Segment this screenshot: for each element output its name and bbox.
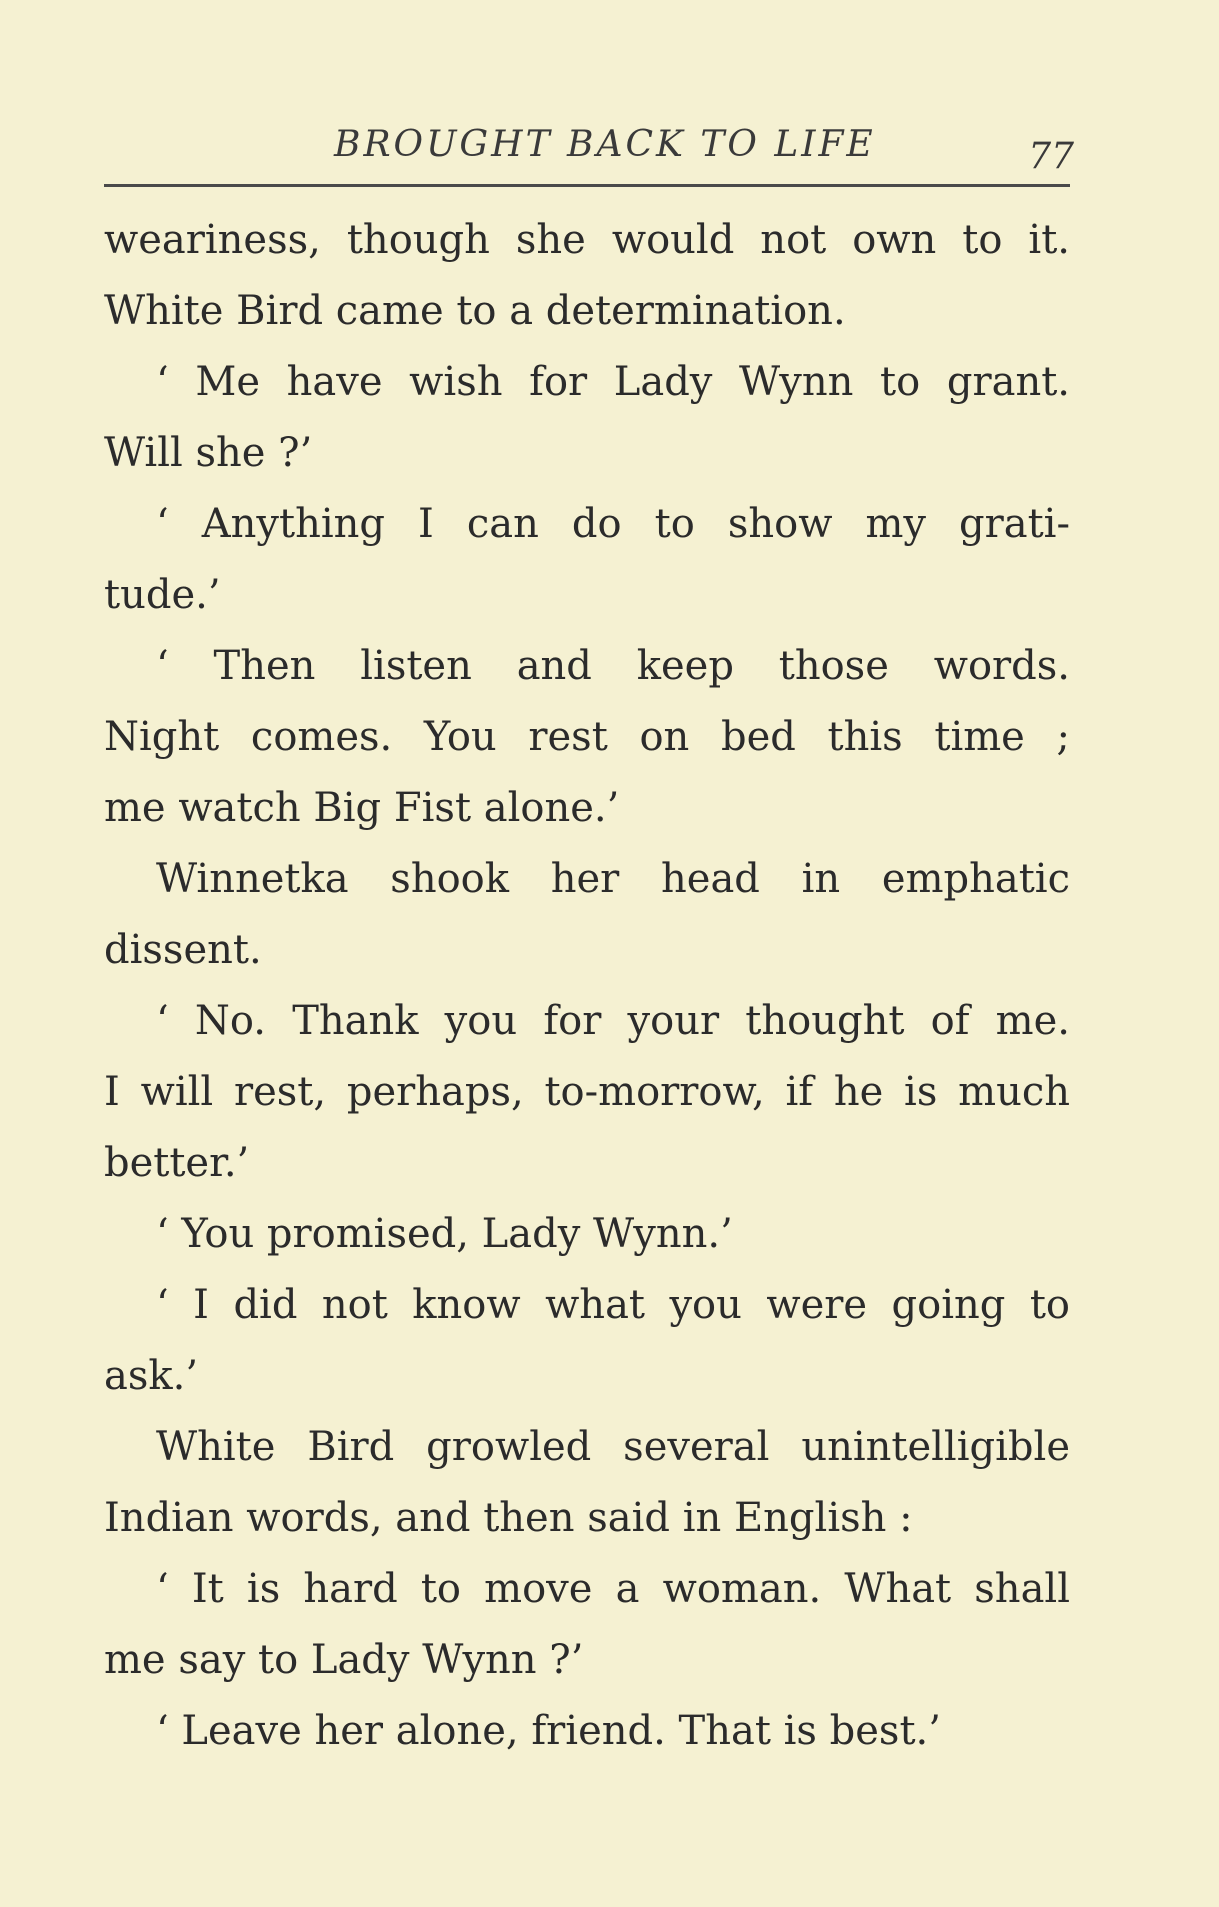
header-rule — [104, 184, 1070, 187]
text-line: dissent. — [104, 927, 262, 973]
text-line: Indian words, and then said in English : — [104, 1495, 913, 1541]
text-line: ‘ I did not know what you were going to — [156, 1282, 1070, 1328]
text-line: ‘ Leave her alone, friend. That is best.’ — [156, 1708, 941, 1754]
text-line: White Bird growled several unintelligible — [156, 1424, 1070, 1470]
text-line: me watch Big Fist alone.’ — [104, 785, 620, 831]
text-line: ‘ You promised, Lady Wynn.’ — [156, 1211, 733, 1257]
text-line: Night comes. You rest on bed this time ; — [104, 714, 1070, 760]
text-line: me say to Lady Wynn ?’ — [104, 1637, 584, 1683]
text-line: Will she ?’ — [104, 430, 313, 476]
text-line: ‘ Then listen and keep those words. — [156, 643, 1070, 689]
text-line: ‘ Anything I can do to show my grati- — [156, 501, 1070, 547]
page-number: 77 — [1028, 136, 1074, 177]
text-line: weariness, though she would not own to it. — [104, 217, 1070, 263]
text-line: ask.’ — [104, 1353, 199, 1399]
body-text — [104, 205, 1070, 1767]
text-line: White Bird came to a determination. — [104, 288, 846, 334]
text-line: ‘ Me have wish for Lady Wynn to grant. — [156, 359, 1070, 405]
text-line: ‘ No. Thank you for your thought of me. — [156, 998, 1070, 1044]
text-line: I will rest, perhaps, to-morrow, if he is much — [104, 1069, 1070, 1115]
running-head — [104, 122, 1074, 182]
text-line: tude.’ — [104, 572, 221, 618]
text-line: better.’ — [104, 1140, 250, 1186]
text-line: ‘ It is hard to move a woman. What shall — [156, 1566, 1070, 1612]
text-line: Winnetka shook her head in emphatic — [156, 856, 1070, 902]
running-title: BROUGHT BACK TO LIFE — [334, 124, 876, 165]
